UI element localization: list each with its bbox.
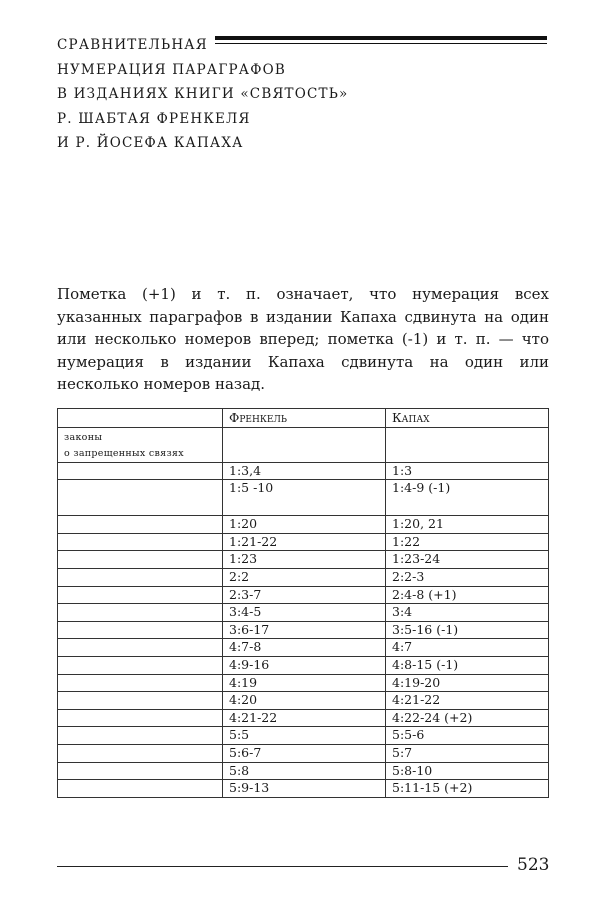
table-row [58,462,549,480]
kapah-cell: 4:7 [386,639,549,657]
page-number: 523 [517,855,550,875]
table-row [58,762,549,780]
empty-cell [58,586,223,604]
empty-cell [58,639,223,657]
frenkel-cell: 4:19 [223,674,386,692]
header-cell-kapah: Капах [386,409,549,428]
empty-cell [58,568,223,586]
empty-cell [58,604,223,622]
table-row [58,604,549,622]
frenkel-cell: 1:5 -10 [223,480,386,516]
frenkel-cell: 3:6-17 [223,621,386,639]
chapter-title [57,33,552,156]
kapah-cell: 2:4-8 (+1) [386,586,549,604]
table-row [58,744,549,762]
kapah-cell: 1:23-24 [386,551,549,569]
empty-cell [58,480,223,516]
kapah-cell: 4:19-20 [386,674,549,692]
empty-cell [58,533,223,551]
kapah-cell: 5:5-6 [386,727,549,745]
kapah-cell: 5:8-10 [386,762,549,780]
section-row [58,427,549,462]
table-row [58,551,549,569]
title-line: НУМЕРАЦИЯ ПАРАГРАФОВ [57,61,286,78]
header-cell-frenkel: Френкель [223,409,386,428]
table-row [58,480,549,516]
empty-cell [223,427,386,462]
table-row [58,639,549,657]
table-row [58,692,549,710]
frenkel-cell: 1:21-22 [223,533,386,551]
empty-cell [58,762,223,780]
title-line: Р. ШАБТАЯ ФРЕНКЕЛЯ [57,110,251,127]
kapah-cell: 1:3 [386,462,549,480]
intro-paragraph: Пометка (+1) и т. п. означает, что нумерация всех указанных параграфов в издании Капаха сдвинута на один или несколько номеров вперед; пометка (-1) и т. п. — что нумерация в издании Капаха сдвинута на один или несколько номеров назад. [57,285,549,393]
table-row [58,780,549,798]
empty-cell [58,674,223,692]
frenkel-cell: 5:5 [223,727,386,745]
comparison-table [57,408,549,798]
kapah-cell: 5:11-15 (+2) [386,780,549,798]
frenkel-cell: 5:9-13 [223,780,386,798]
empty-cell [58,656,223,674]
title-rule [215,36,547,44]
frenkel-cell: 2:2 [223,568,386,586]
kapah-cell: 1:20, 21 [386,516,549,534]
empty-cell [386,427,549,462]
empty-cell [58,744,223,762]
kapah-cell: 4:21-22 [386,692,549,710]
frenkel-cell: 4:9-16 [223,656,386,674]
table-row [58,516,549,534]
empty-cell [58,727,223,745]
kapah-cell: 2:2-3 [386,568,549,586]
frenkel-cell: 5:6-7 [223,744,386,762]
empty-cell [58,709,223,727]
table-row [58,586,549,604]
title-line: СРАВНИТЕЛЬНАЯ [57,37,208,53]
frenkel-cell: 2:3-7 [223,586,386,604]
frenkel-cell: 4:20 [223,692,386,710]
title-line: В ИЗДАНИЯХ КНИГИ «СВЯТОСТЬ» [57,86,349,102]
section-label-line: законы [64,431,103,443]
table-row [58,621,549,639]
table-row [58,656,549,674]
header-cell [58,409,223,428]
kapah-cell: 3:4 [386,604,549,622]
frenkel-cell: 1:23 [223,551,386,569]
frenkel-cell: 4:21-22 [223,709,386,727]
frenkel-cell: 1:3,4 [223,462,386,480]
frenkel-cell: 1:20 [223,516,386,534]
empty-cell [58,462,223,480]
empty-cell [58,780,223,798]
empty-cell [58,551,223,569]
table-row [58,727,549,745]
table-row [58,568,549,586]
kapah-cell: 1:22 [386,533,549,551]
table-row [58,709,549,727]
footer-rule [57,866,508,867]
title-line: И Р. ЙОСЕФА КАПАХА [57,135,244,151]
frenkel-cell: 3:4-5 [223,604,386,622]
kapah-cell: 4:22-24 (+2) [386,709,549,727]
empty-cell [58,516,223,534]
table-row [58,674,549,692]
frenkel-cell: 4:7-8 [223,639,386,657]
kapah-cell: 5:7 [386,744,549,762]
section-label [58,427,223,462]
empty-cell [58,692,223,710]
kapah-cell: 3:5-16 (-1) [386,621,549,639]
table-row [58,533,549,551]
section-label-line: о запрещенных связях [64,447,184,459]
kapah-cell: 4:8-15 (-1) [386,656,549,674]
table-header-row [58,409,549,428]
kapah-cell: 1:4-9 (-1) [386,480,549,516]
frenkel-cell: 5:8 [223,762,386,780]
empty-cell [58,621,223,639]
